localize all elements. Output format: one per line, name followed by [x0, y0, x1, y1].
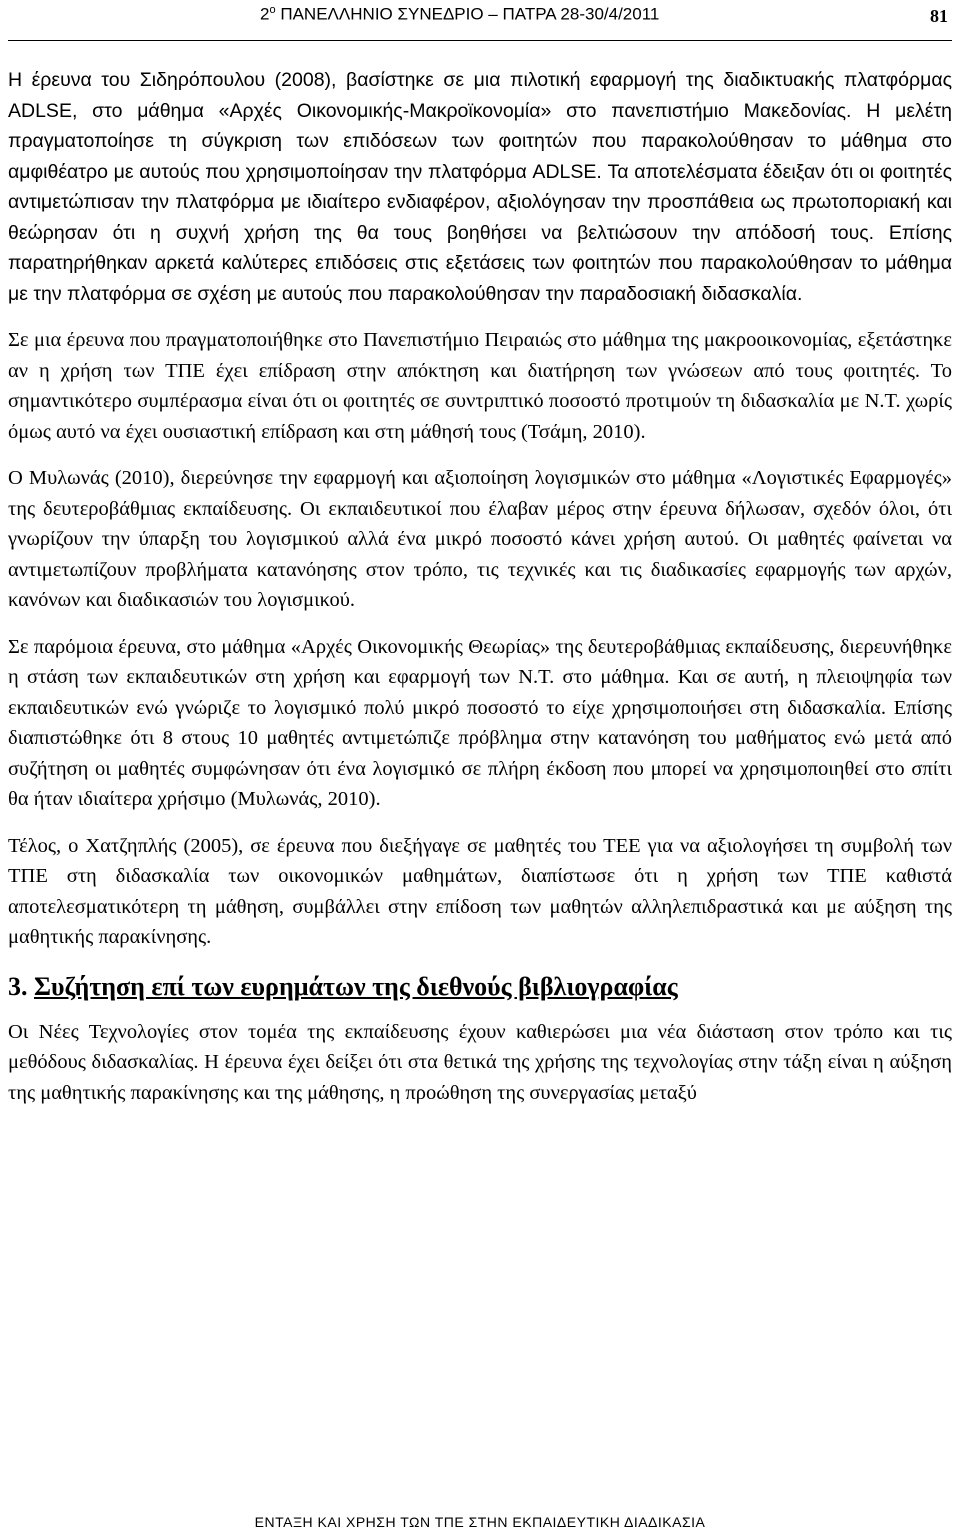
paragraph: Ο Μυλωνάς (2010), διερεύνησε την εφαρμογή και αξιοποίηση λογισμικών στο μάθημα «Λογιστικές Εφαρμογές» της δευτεροβάθμιας εκπαίδευσης. Οι εκπαιδευτικοί που έλαβαν μέρος στην έρευνα δήλωσαν, σχεδόν όλοι, ότι γνωρίζουν την ύπαρξη του λογισμικού αλλά ένα μικρό ποσοστό κάνει χρήση αυτού. Οι μαθητές φαίνεται να αντιμετωπίζουν προβλήματα κατανόησης στον τρόπο, τις τεχνικές και τις διαδικασίες εφαρμογής των αρχών, κανόνων και διαδικασιών του λογισμικού.	[8, 467, 952, 611]
conference-ordinal: ο	[269, 4, 276, 16]
paragraph: Σε μια έρευνα που πραγματοποιήθηκε στο Πανεπιστήμιο Πειραιώς στο μάθημα της μακροοικονομίας, εξετάστηκε αν η χρήση των ΤΠΕ έχει επίδραση στην απόκτηση και διατήρηση των γνώσεων από τους φοιτητές. Το σημαντικότερο συμπέρασμα είναι ότι οι φοιτητές σε συντριπτικό ποσοστό προτιμούν τη διδασκαλία με Ν.Τ. χωρίς όμως αυτό να έχει ουσιαστική επίδραση και στη μάθησή τους (Τσάμη, 2010).	[8, 329, 952, 443]
conference-title	[260, 4, 659, 25]
document-body	[8, 65, 952, 1124]
conference-number: 2	[260, 4, 270, 24]
page-header	[8, 0, 952, 41]
section-number: 3.	[8, 971, 28, 1001]
paragraph: Σε παρόμοια έρευνα, στο μάθημα «Αρχές Οικονομικής Θεωρίας» της δευτεροβάθμιας εκπαίδευσης, διερευνήθηκε η στάση των εκπαιδευτικών στη χρήση και εφαρμογή των Ν.Τ. στο μάθημα. Και σε αυτή, η πλειοψηφία των εκπαιδευτικών ενώ γνώριζε το λογισμικό πολύ μικρό ποσοστό το είχε χρησιμοποιήσει στη διδασκαλία. Επίσης διαπιστώθηκε ότι 8 στους 10 μαθητές αντιμετώπιζε πρόβλημα στην κατανόηση του μαθήματος ενώ μετά από συζήτηση οι μαθητές συμφώνησαν ότι ένα λογισμικό σε πλήρη έκδοση που μπορεί να χρησιμοποιηθεί στο σπίτι θα ήταν ιδιαίτερα χρήσιμο (Μυλωνάς, 2010).	[8, 635, 952, 810]
page-footer: ΕΝΤΑΞΗ ΚΑΙ ΧΡΗΣΗ ΤΩΝ ΤΠΕ ΣΤΗΝ ΕΚΠΑΙΔΕΥΤΙΚΗ ΔΙΑΔΙΚΑΣΙΑ	[254, 1514, 706, 1530]
section-heading	[8, 969, 952, 1005]
page-number: 81	[930, 6, 948, 26]
section-title: Συζήτηση επί των ευρημάτων της διεθνούς βιβλιογραφίας	[34, 971, 678, 1001]
paragraph: Τέλος, ο Χατζηπλής (2005), σε έρευνα που διεξήγαγε σε μαθητές του ΤΕΕ για να αξιολογήσει τη συμβολή των ΤΠΕ στη διδασκαλία των οικονομικών μαθημάτων, διαπίστωσε ότι η χρήση των ΤΠΕ καθιστά αποτελεσματικότερη τη μάθηση, συμβάλλει στην επίδοση των μαθητών αλληλεπιδραστικά και με αύξηση της μαθητικής παρακίνησης.	[8, 834, 952, 948]
conference-name: ΠΑΝΕΛΛΗΝΙΟ ΣΥΝΕΔΡΙΟ – ΠΑΤΡΑ 28-30/4/2011	[275, 4, 660, 24]
paragraph: Η έρευνα του Σιδηρόπουλου (2008), βασίστηκε σε μια πιλοτική εφαρμογή της διαδικτυακής πλατφόρμας ADLSE, στο μάθημα «Αρχές Οικονομικής-Μακροϊκονομία» στο πανεπιστήμιο Μακεδονίας. Η μελέτη πραγματοποίησε τη σύγκριση των επιδόσεων των φοιτητών που παρακολούθησαν το μάθημα στο αμφιθέατρο με αυτούς που χρησιμοποίησαν την πλατφόρμα ADLSE. Τα αποτελέσματα έδειξαν ότι οι φοιτητές αντιμετώπισαν την πλατφόρμα με ιδιαίτερο ενδιαφέρον, αξιολόγησαν την προσπάθεια ως πρωτοποριακή και θεώρησαν ότι η συχνή χρήση της θα τους βοηθήσει να βελτιώσουν την απόδοσή τους. Επίσης παρατηρήθηκαν αρκετά καλύτερες επιδόσεις στις εξετάσεις των φοιτητών που παρακολούθησαν το μάθημα με την πλατφόρμα σε σχέση με αυτούς που παρακολούθησαν την παραδοσιακή διδασκαλία.	[8, 69, 952, 305]
paragraph: Οι Νέες Τεχνολογίες στον τομέα της εκπαίδευσης έχουν καθιερώσει μια νέα διάσταση στον τρόπο και τις μεθόδους διδασκαλίας. Η έρευνα έχει δείξει ότι στα θετικά της χρήσης της τεχνολογίας στην τάξη είναι η αύξηση της μαθητικής παρακίνησης και της μάθησης, η προώθηση της συνεργασίας μεταξύ	[8, 1020, 952, 1104]
